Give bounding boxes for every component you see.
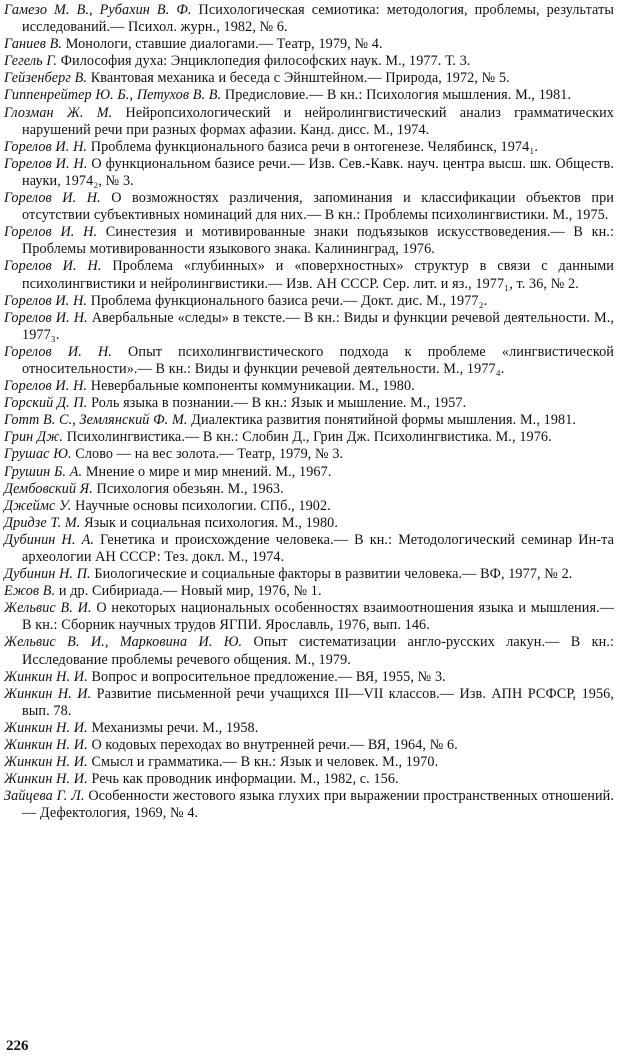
bibliography-entry [4, 634, 614, 668]
entry-text: Проблема функционального базиса речи.— Докт. дис. М., 1977₂. [90, 292, 488, 309]
entry-text: Невербальные компоненты коммуникации. М., 1980. [90, 378, 415, 395]
entry-text: Нейропсихологический и нейролингвистический анализ грамматических нарушений речи при разных формах афазии. Канд. дисс. М., 1974. [22, 104, 614, 138]
entry-text: Квантовая механика и беседа с Эйнштейном.— Природа, 1972, № 5. [90, 70, 510, 87]
entry-text: Монологи, ставшие диалогами.— Театр, 1979, № 4. [65, 36, 383, 53]
entry-author: Горелов И. Н. [4, 378, 88, 395]
entry-author: Жельвис В. И., Марковина И. Ю. [4, 634, 243, 651]
entry-text: Вопрос и вопросительное предложение.— ВЯ, 1955, № 3. [91, 668, 446, 685]
entry-author: Дридзе Т. М. [4, 514, 81, 531]
bibliography-entry [4, 190, 614, 224]
bibliography-entry [4, 686, 614, 720]
bibliography-entry [4, 429, 614, 446]
entry-author: Горелов И. Н. [4, 138, 88, 155]
entry-author: Горелов И. Н. [4, 309, 88, 326]
entry-author: Гейзенберг В. [4, 70, 88, 87]
entry-author: Жинкин Н. И. [4, 754, 88, 771]
entry-author: Готт В. С., Землянский Ф. М. [4, 412, 188, 429]
entry-text: О некоторых национальных особенностях взаимоотношения языка и мышления.— В кн.: Сборник научных трудов ЯГПИ. Ярославль, 1976, вып. 146. [22, 600, 615, 634]
entry-text: Проблема функционального базиса речи в онтогенезе. Челябинск, 1974₁. [90, 138, 539, 155]
entry-author: Горелов И. Н. [4, 155, 88, 172]
bibliography-entry [4, 412, 614, 429]
entry-author: Горский Д. П. [4, 395, 88, 412]
bibliography-entry [4, 378, 614, 395]
bibliography-entry [4, 2, 614, 36]
bibliography-entry [4, 481, 614, 498]
entry-author: Горелов И. Н. [4, 292, 88, 309]
bibliography-entry [4, 737, 614, 754]
entry-text: Язык и социальная психология. М., 1980. [84, 514, 339, 531]
bibliography-entry [4, 771, 614, 788]
entry-text: Механизмы речи. М., 1958. [91, 719, 259, 736]
entry-author: Гамезо М. В., Рубахин В. Ф. [4, 2, 192, 18]
entry-author: Жинкин Н. И. [4, 719, 88, 736]
entry-text: Предисловие.— В кн.: Психология мышления. М., 1981. [224, 87, 572, 104]
entry-author: Жинкин Н. И. [4, 685, 92, 702]
bibliography-entry [4, 583, 614, 600]
entry-text: О кодовых переходах во внутренней речи.— ВЯ, 1964, № 6. [91, 737, 458, 754]
bibliography-entry [4, 498, 614, 515]
bibliography-entry [4, 446, 614, 463]
entry-author: Жинкин Н. И. [4, 771, 88, 788]
entry-author: Жинкин Н. И. [4, 668, 88, 685]
entry-text: Опыт систематизации англо-русских лакун.— В кн.: Исследование проблемы речевого общения. М., 1979. [22, 634, 615, 668]
bibliography-entry [4, 720, 614, 737]
bibliography-entry [4, 515, 614, 532]
bibliography-entry [4, 669, 614, 686]
entry-text: Речь как проводник информации. М., 1982, с. 156. [91, 771, 399, 788]
bibliography-entry [4, 258, 614, 292]
bibliography-entry [4, 87, 614, 104]
entry-text: Научные основы психологии. СПб., 1902. [75, 497, 331, 514]
entry-author: Жинкин Н. И. [4, 737, 88, 754]
bibliography-entry [4, 600, 614, 634]
entry-text: Авербальные «следы» в тексте.— В кн.: Виды и функции речевой деятельности. М., 1977₃. [22, 309, 614, 343]
entry-text: Проблема «глубинных» и «поверхностных» структур в связи с данными психолингвистики и нейролингвистики.— Изв. АН СССР. Сер. лит. и яз., 1977₁, т. 36, № 2. [22, 258, 614, 292]
entry-text: Генетика и происхождение человека.— В кн.: Методологический семинар Ин-та археологии АН СССР: Тез. докл. М., 1974. [22, 531, 615, 565]
entry-text: Биологические и социальные факторы в развитии человека.— ВФ, 1977, № 2. [94, 566, 573, 583]
entry-text: и др. Сибириада.— Новый мир, 1976, № 1. [58, 583, 322, 600]
entry-text: Философия духа: Энциклопедия философских наук. М., 1977. Т. 3. [60, 53, 471, 70]
entry-text: Психолингвистика.— В кн.: Слобин Д., Грин Дж. Психолингвистика. М., 1976. [66, 429, 552, 446]
entry-author: Гегель Г. [4, 53, 58, 70]
entry-text: Развитие письменной речи учащихся III—VII классов.— Изв. АПН РСФСР, 1956, вып. 78. [22, 685, 614, 719]
entry-author: Ежов В. [4, 583, 56, 600]
bibliography-entry [4, 464, 614, 481]
bibliography-entry [4, 70, 614, 87]
entry-author: Горелов И. Н. [4, 224, 98, 241]
bibliography-entry [4, 105, 614, 139]
entry-text: Синестезия и мотивированные знаки подъязыков искусствоведения.— В кн.: Проблемы мотивированности языкового знака. Калининград, 1976. [22, 224, 614, 258]
entry-author: Грушин Б. А. [4, 463, 83, 480]
page-number: 226 [6, 1038, 29, 1054]
entry-author: Грин Дж. [4, 429, 64, 446]
entry-text: О возможностях различения, запоминания и классификации объектов при отсутствии субъективных номинаций для них.— В кн.: Проблемы психолингвистики. М., 1975. [22, 190, 614, 224]
entry-author: Дембовский Я. [4, 480, 93, 497]
entry-text: Опыт психолингвистического подхода к проблеме «лингвистической относительности».— В кн.: Виды и функции речевой деятельности. М., 1977₄. [22, 343, 614, 377]
entry-author: Дубинин Н. П. [4, 566, 91, 583]
bibliography-entry [4, 566, 614, 583]
bibliography-entry [4, 139, 614, 156]
bibliography-entry [4, 156, 614, 190]
entry-text: Психологическая семиотика: методология, проблемы, результаты исследований.— Психол. журн., 1982, № 6. [22, 2, 614, 36]
entry-text: Смысл и грамматика.— В кн.: Язык и человек. М., 1970. [91, 754, 439, 771]
bibliography-entry [4, 293, 614, 310]
entry-author: Зайцева Г. Л. [4, 788, 85, 805]
entry-author: Джеймс У. [4, 497, 72, 514]
entry-text: Мнение о мире и мир мнений. М., 1967. [85, 463, 332, 480]
bibliography-entry [4, 788, 614, 822]
entry-author: Ганиев В. [4, 36, 63, 53]
entry-author: Горелов И. Н. [4, 190, 101, 207]
entry-text: Особенности жестового языка глухих при выражении пространственных отношений.— Дефектология, 1969, № 4. [22, 788, 614, 822]
entry-author: Горелов И. Н. [4, 343, 112, 360]
entry-text: О функциональном базисе речи.— Изв. Сев.-Кавк. науч. центра высш. шк. Обществ. науки, 1974₂, № 3. [22, 155, 614, 189]
bibliography-entry [4, 754, 614, 771]
entry-text: Роль языка в познании.— В кн.: Язык и мышление. М., 1957. [91, 395, 467, 412]
bibliography-entry [4, 310, 614, 344]
entry-author: Гиппенрейтер Ю. Б., Петухов В. В. [4, 87, 222, 104]
entry-text: Слово — на вес золота.— Театр, 1979, № 3. [75, 446, 344, 463]
bibliography-entry [4, 53, 614, 70]
bibliography-entry [4, 344, 614, 378]
bibliography-entry [4, 224, 614, 258]
entry-author: Дубинин Н. А. [4, 531, 94, 548]
entry-author: Грушас Ю. [4, 446, 72, 463]
bibliography-entry [4, 532, 614, 566]
entry-author: Жельвис В. И. [4, 600, 92, 617]
bibliography-list [4, 2, 614, 823]
bibliography-entry [4, 36, 614, 53]
entry-author: Горелов И. Н. [4, 258, 102, 275]
entry-author: Глозман Ж. М. [4, 104, 113, 121]
bibliography-entry [4, 395, 614, 412]
entry-text: Психология обезьян. М., 1963. [96, 480, 284, 497]
entry-text: Диалектика развития понятийной формы мышления. М., 1981. [191, 412, 577, 429]
